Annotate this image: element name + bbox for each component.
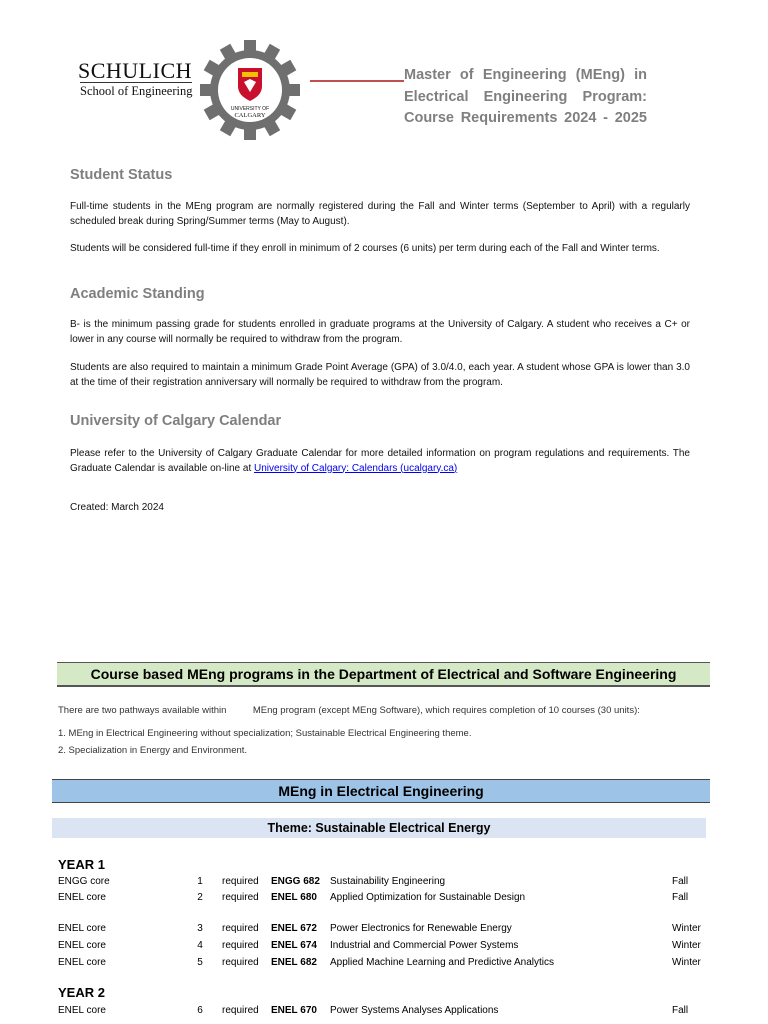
course-requirement: required xyxy=(222,940,259,951)
meng-ee-banner: MEng in Electrical Engineering xyxy=(52,779,710,803)
gear-icon xyxy=(198,38,302,142)
title-line-2: Electrical Engineering Program: xyxy=(404,88,647,105)
course-code: ENEL 670 xyxy=(271,1005,317,1016)
course-code: ENGG 682 xyxy=(271,876,320,887)
logo-schulich-text: SCHULICH xyxy=(78,58,193,83)
course-title: Industrial and Commercial Power Systems xyxy=(330,940,519,951)
course-term: Fall xyxy=(672,892,689,903)
student-status-paragraph-2: Students will be considered full-time if they enroll in minimum of 2 courses (6 units) per term during each of the Fall and Winter terms. xyxy=(70,243,660,254)
title-line-3: Course Requirements 2024 - 2025 xyxy=(404,110,647,126)
course-row xyxy=(0,923,768,937)
course-term: Fall xyxy=(672,1005,689,1016)
year-2-label: YEAR 2 xyxy=(58,985,105,1000)
schulich-logo xyxy=(78,38,308,146)
course-title: Power Electronics for Renewable Energy xyxy=(330,923,512,934)
calendar-heading: University of Calgary Calendar xyxy=(70,413,282,429)
title-line-1: Master of Engineering (MEng) in xyxy=(404,67,647,83)
course-requirement: required xyxy=(222,892,259,903)
academic-standing-paragraph-1: B- is the minimum passing grade for students enrolled in graduate programs at the University of Calgary. A student who receives a C+ or lower in any course will normally be required to withdraw from the program. xyxy=(70,319,690,345)
course-term: Fall xyxy=(672,876,689,887)
document-title xyxy=(404,65,647,130)
course-row xyxy=(0,957,768,971)
calendar-link[interactable]: University of Calgary: Calendars (ucalgary.ca) xyxy=(254,462,458,474)
course-number: 5 xyxy=(197,957,203,968)
course-title: Applied Machine Learning and Predictive Analytics xyxy=(330,957,555,968)
created-date: Created: March 2024 xyxy=(70,502,164,513)
course-type: ENEL core xyxy=(58,957,106,968)
student-status-heading: Student Status xyxy=(70,167,173,183)
course-number: 2 xyxy=(197,892,203,903)
course-title: Sustainability Engineering xyxy=(330,876,446,887)
course-type: ENEL core xyxy=(58,1005,106,1016)
student-status-paragraph-1: Full-time students in the MEng program are normally registered during the Fall and Winter terms (September to April) with a regularly scheduled break during Spring/Summer terms (May to August). xyxy=(70,201,690,227)
pathways-intro: There are two pathways available within MEng program (except MEng Software), which requires completion of 10 courses (30 units): xyxy=(58,705,640,716)
title-rule xyxy=(310,80,404,82)
course-code: ENEL 674 xyxy=(271,940,317,951)
logo-school-text: School of Engineering xyxy=(80,84,193,98)
course-requirement: required xyxy=(222,876,259,887)
course-number: 6 xyxy=(197,1005,203,1016)
course-row xyxy=(0,876,768,890)
course-row xyxy=(0,892,768,906)
course-number: 4 xyxy=(197,940,203,951)
course-number: 1 xyxy=(197,876,203,887)
academic-standing-heading: Academic Standing xyxy=(70,286,205,302)
course-term: Winter xyxy=(672,957,701,968)
pathway-2: 2. Specialization in Energy and Environment. xyxy=(58,745,248,756)
year-1-label: YEAR 1 xyxy=(58,857,105,872)
svg-text:CALGARY: CALGARY xyxy=(234,112,266,119)
course-requirement: required xyxy=(222,1005,259,1016)
course-requirement: required xyxy=(222,957,259,968)
course-row xyxy=(0,1005,768,1019)
calendar-paragraph xyxy=(70,447,690,476)
course-number: 3 xyxy=(197,923,203,934)
course-type: ENEL core xyxy=(58,940,106,951)
calendar-text: Please refer to the University of Calgary Graduate Calendar for more detailed information on program regulations and requirements. The Graduate Calendar is available on-line at xyxy=(70,448,690,474)
course-type: ENGG core xyxy=(58,876,110,887)
course-code: ENEL 672 xyxy=(271,923,317,934)
course-requirement: required xyxy=(222,923,259,934)
course-type: ENEL core xyxy=(58,892,106,903)
academic-standing-paragraph-2: Students are also required to maintain a minimum Grade Point Average (GPA) of 3.0/4.0, each year. A student whose GPA is lower than 3.0 at the time of their registration anniversary will normally be required to withdraw from the program. xyxy=(70,362,690,388)
pathway-1: 1. MEng in Electrical Engineering without specialization; Sustainable Electrical Engineering theme. xyxy=(58,728,472,739)
course-code: ENEL 682 xyxy=(271,957,317,968)
course-code: ENEL 680 xyxy=(271,892,317,903)
programs-banner: Course based MEng programs in the Department of Electrical and Software Engineering xyxy=(57,662,710,687)
course-row xyxy=(0,940,768,954)
course-term: Winter xyxy=(672,940,701,951)
svg-text:UNIVERSITY OF: UNIVERSITY OF xyxy=(230,106,270,112)
theme-bar: Theme: Sustainable Electrical Energy xyxy=(52,818,706,838)
course-title: Applied Optimization for Sustainable Design xyxy=(330,892,526,903)
course-title: Power Systems Analyses Applications xyxy=(330,1005,499,1016)
course-term: Winter xyxy=(672,923,701,934)
course-type: ENEL core xyxy=(58,923,106,934)
